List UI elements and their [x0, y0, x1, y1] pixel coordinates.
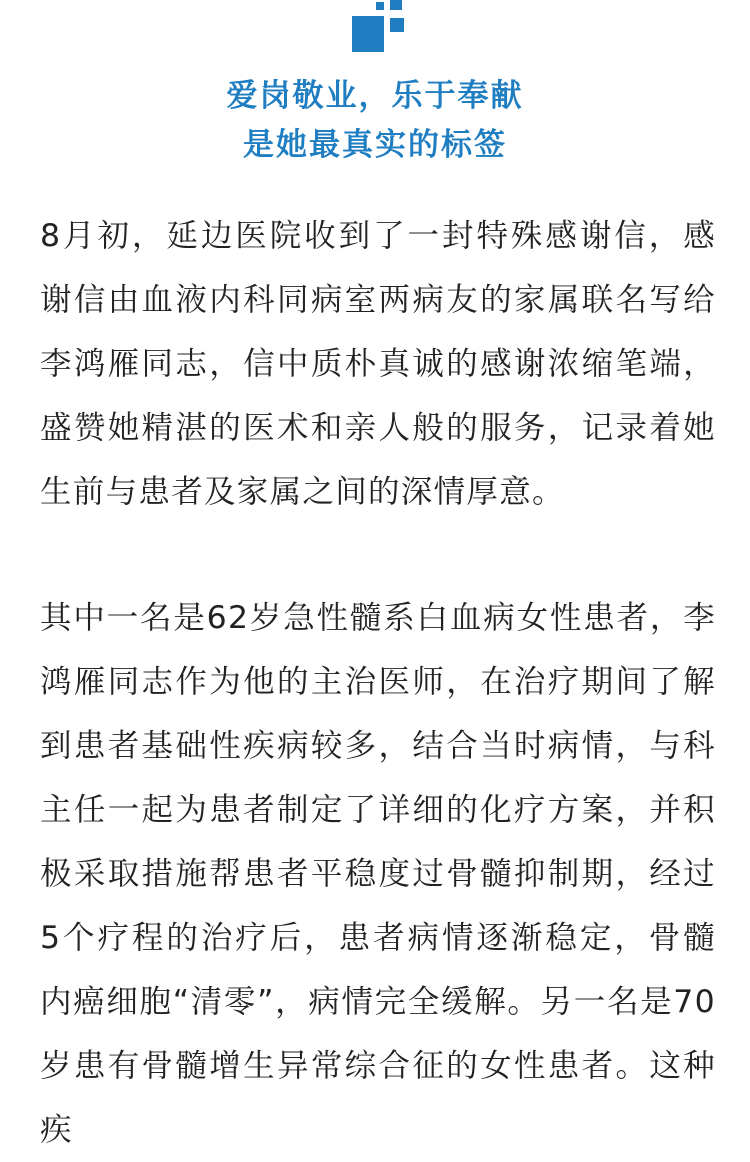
decoration-square-large — [352, 16, 384, 52]
section-heading-line-1: 爱岗敬业，乐于奉献 — [226, 78, 524, 114]
article-paragraph-2: 其中一名是62岁急性髓系白血病女性患者，李鸿雁同志作为他的主治医师，在治疗期间了解到患者基础性疾病较多，结合当时病情，与科主任一起为患者制定了详细的化疗方案，并积极采取措施帮患者平稳度过骨髓抑制期，经过5个疗程的治疗后，患者病情逐渐稳定，骨髓内癌细胞“清零”，病情完全缓解。另一名是70岁患有骨髓增生异常综合征的女性患者。这种疾 — [40, 600, 716, 1148]
section-heading-line-2: 是她最真实的标签 — [243, 127, 507, 163]
decoration-square-tiny — [376, 2, 384, 10]
article-paragraph-1: 8月初，延边医院收到了一封特殊感谢信，感谢信由血液内科同病室两病友的家属联名写给李鸿雁同志，信中质朴真诚的感谢浓缩笔端，盛赞她精湛的医术和亲人般的服务，记录着她生前与患者及家属之间的深情厚意。 — [40, 218, 716, 510]
decoration-square-medium — [390, 18, 404, 32]
decoration-square-small — [390, 0, 402, 10]
section-decoration-icon — [348, 0, 412, 56]
